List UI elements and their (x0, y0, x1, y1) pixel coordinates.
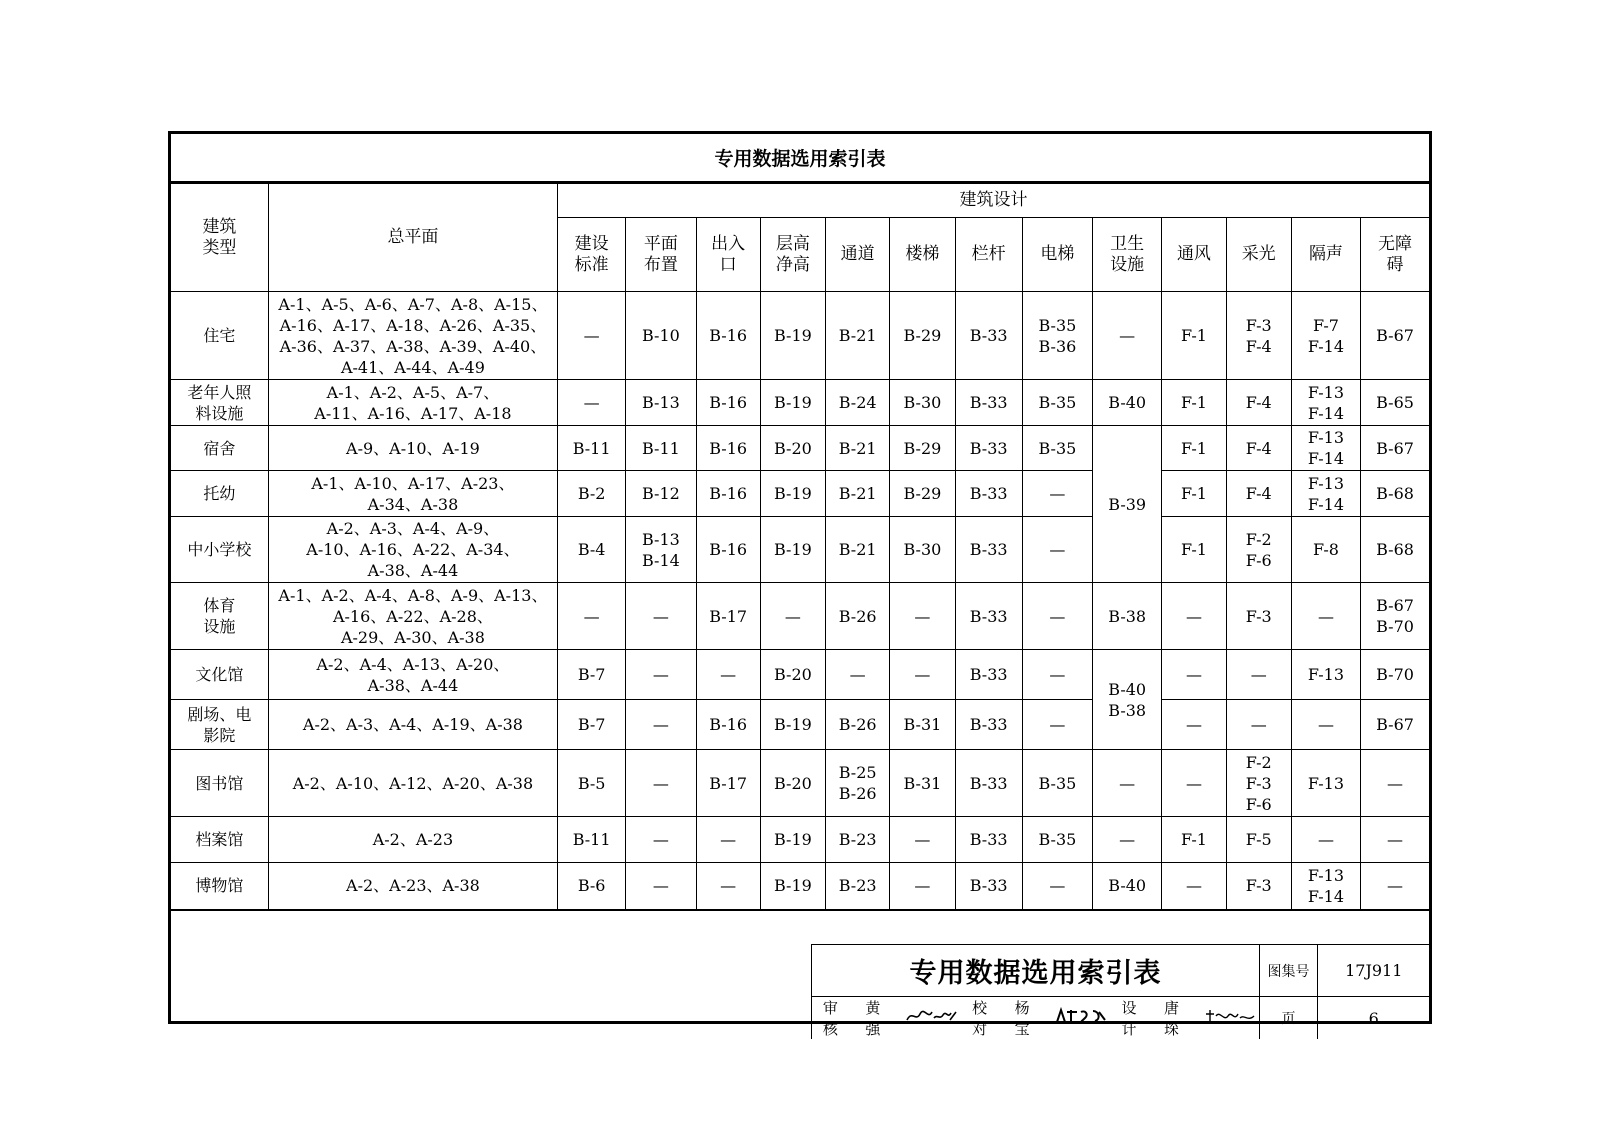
data-cell: B-12 (626, 471, 696, 517)
data-cell: B-67 (1361, 700, 1429, 750)
header-col: 出入 口 (696, 218, 760, 292)
designer-signature (1202, 1006, 1259, 1030)
header-col: 平面 布置 (626, 218, 696, 292)
data-cell: — (1093, 750, 1162, 817)
data-cell: B-19 (760, 471, 825, 517)
data-cell: — (558, 583, 626, 650)
building-type-cell: 中小学校 (171, 517, 268, 583)
data-cell: B-35 (1022, 380, 1092, 426)
data-cell: — (626, 863, 696, 910)
data-cell: B-16 (696, 380, 760, 426)
data-cell: B-19 (760, 517, 825, 583)
header-col: 通道 (826, 218, 890, 292)
data-cell: — (1162, 700, 1226, 750)
data-cell: B-65 (1361, 380, 1429, 426)
data-cell: B-35 (1022, 817, 1092, 863)
data-cell: — (1093, 817, 1162, 863)
data-cell: B-11 (558, 817, 626, 863)
checker-name: 杨宝 (1014, 999, 1036, 1038)
data-cell: B-21 (826, 517, 890, 583)
header-col: 采光 (1226, 218, 1291, 292)
table-row (171, 292, 1429, 380)
data-cell: B-10 (626, 292, 696, 380)
data-cell: B-13 B-14 (626, 517, 696, 583)
data-cell: — (1022, 650, 1092, 700)
data-cell: B-23 (826, 863, 890, 910)
site-plan-cell: A-1、A-5、A-6、A-7、A-8、A-15、 A-16、A-17、A-18、A-26、A-35、 A-36、A-37、A-38、A-39、A-40、 A-41、A-44、A-49 (268, 292, 557, 380)
building-type-cell: 文化馆 (171, 650, 268, 700)
data-cell: — (890, 583, 955, 650)
table-row (171, 380, 1429, 426)
site-plan-cell: A-2、A-23 (268, 817, 557, 863)
data-cell: — (1162, 583, 1226, 650)
header-architectural-design: 建筑设计 (558, 184, 1430, 218)
data-cell: B-2 (558, 471, 626, 517)
data-cell: B-35 B-36 (1022, 292, 1092, 380)
site-plan-cell: A-2、A-10、A-12、A-20、A-38 (268, 750, 557, 817)
data-cell: B-33 (955, 517, 1022, 583)
building-type-cell: 图书馆 (171, 750, 268, 817)
data-cell: F-3 F-4 (1226, 292, 1291, 380)
data-cell: B-20 (760, 650, 825, 700)
data-cell: — (1226, 650, 1291, 700)
data-cell: F-13 (1291, 650, 1360, 700)
data-cell: B-30 (890, 380, 955, 426)
data-cell: F-13 (1291, 750, 1360, 817)
data-cell: — (558, 380, 626, 426)
data-cell: B-21 (826, 471, 890, 517)
drawing-frame (168, 131, 1432, 1038)
table-row (171, 517, 1429, 583)
data-cell: — (696, 650, 760, 700)
building-type-cell: 住宅 (171, 292, 268, 380)
data-cell: B-24 (826, 380, 890, 426)
data-cell: — (1361, 817, 1429, 863)
data-cell: B-7 (558, 700, 626, 750)
data-cell: B-38 (1093, 583, 1162, 650)
data-cell: B-23 (826, 817, 890, 863)
data-cell: — (558, 292, 626, 380)
data-cell: F-7 F-14 (1291, 292, 1360, 380)
data-cell: B-11 (558, 426, 626, 471)
data-cell: F-8 (1291, 517, 1360, 583)
site-plan-cell: A-2、A-4、A-13、A-20、 A-38、A-44 (268, 650, 557, 700)
data-cell: — (1022, 517, 1092, 583)
data-cell: B-30 (890, 517, 955, 583)
data-cell: B-13 (626, 380, 696, 426)
data-cell: B-21 (826, 292, 890, 380)
page-number: 6 (1318, 997, 1430, 1040)
header-col: 隔声 (1291, 218, 1360, 292)
data-cell: F-13 F-14 (1291, 380, 1360, 426)
title-block (811, 944, 1430, 1039)
reviewer-signature (903, 1006, 960, 1030)
header-building-type: 建筑 类型 (171, 184, 268, 292)
building-type-cell: 剧场、电 影院 (171, 700, 268, 750)
header-col: 通风 (1162, 218, 1226, 292)
data-cell: B-68 (1361, 471, 1429, 517)
atlas-label: 图集号 (1260, 945, 1318, 997)
data-cell: — (890, 817, 955, 863)
data-cell: F-13 F-14 (1291, 426, 1360, 471)
data-cell: B-17 (696, 583, 760, 650)
design-label: 设计 (1121, 999, 1137, 1038)
data-cell: B-70 (1361, 650, 1429, 700)
data-cell: F-2 F-6 (1226, 517, 1291, 583)
table-row (171, 426, 1429, 471)
data-cell: B-40 (1093, 863, 1162, 910)
building-type-cell: 老年人照 料设施 (171, 380, 268, 426)
data-cell: — (626, 650, 696, 700)
atlas-number: 17J911 (1318, 945, 1430, 997)
data-cell: — (760, 583, 825, 650)
data-cell: F-5 (1226, 817, 1291, 863)
table-row (171, 863, 1429, 910)
designer-name: 唐琛 (1163, 999, 1185, 1038)
data-cell: B-25 B-26 (826, 750, 890, 817)
data-cell: B-5 (558, 750, 626, 817)
data-cell: B-33 (955, 292, 1022, 380)
title-block-title: 专用数据选用索引表 (812, 945, 1260, 997)
data-cell: B-33 (955, 863, 1022, 910)
data-cell: — (626, 750, 696, 817)
data-cell: B-7 (558, 650, 626, 700)
data-cell: B-16 (696, 517, 760, 583)
check-label: 校对 (972, 999, 988, 1038)
header-col: 层高 净高 (760, 218, 825, 292)
data-cell: B-33 (955, 471, 1022, 517)
data-cell: — (1022, 700, 1092, 750)
data-cell: B-33 (955, 380, 1022, 426)
header-col: 楼梯 (890, 218, 955, 292)
table-row (171, 700, 1429, 750)
data-cell: F-1 (1162, 817, 1226, 863)
header-col: 无障 碍 (1361, 218, 1429, 292)
table-row (171, 650, 1429, 700)
data-cell: B-29 (890, 426, 955, 471)
site-plan-cell: A-1、A-2、A-5、A-7、 A-11、A-16、A-17、A-18 (268, 380, 557, 426)
data-cell: B-29 (890, 292, 955, 380)
header-col: 栏杆 (955, 218, 1022, 292)
data-cell: B-31 (890, 750, 955, 817)
data-cell: — (1291, 583, 1360, 650)
site-plan-cell: A-9、A-10、A-19 (268, 426, 557, 471)
data-cell: B-33 (955, 426, 1022, 471)
data-cell: B-20 (760, 426, 825, 471)
table-row (171, 471, 1429, 517)
data-cell: — (1291, 700, 1360, 750)
data-cell: B-35 (1022, 750, 1092, 817)
data-cell: — (1291, 817, 1360, 863)
data-cell: F-4 (1226, 426, 1291, 471)
data-cell: B-16 (696, 471, 760, 517)
checker-signature (1052, 1006, 1109, 1030)
data-cell: F-13 F-14 (1291, 471, 1360, 517)
data-cell: — (1162, 863, 1226, 910)
data-cell: F-1 (1162, 517, 1226, 583)
merged-sanitary-cell: B-40 B-38 (1093, 650, 1162, 750)
header-site-plan: 总平面 (268, 184, 557, 292)
data-cell: B-26 (826, 583, 890, 650)
data-cell: B-17 (696, 750, 760, 817)
reviewer-name: 黄强 (865, 999, 887, 1038)
data-cell: B-67 (1361, 426, 1429, 471)
data-cell: B-68 (1361, 517, 1429, 583)
building-type-cell: 宿舍 (171, 426, 268, 471)
header-col: 建设 标准 (558, 218, 626, 292)
building-type-cell: 托幼 (171, 471, 268, 517)
data-cell: B-29 (890, 471, 955, 517)
data-cell: — (890, 650, 955, 700)
data-cell: F-3 (1226, 863, 1291, 910)
site-plan-cell: A-2、A-3、A-4、A-19、A-38 (268, 700, 557, 750)
site-plan-cell: A-2、A-23、A-38 (268, 863, 557, 910)
building-type-cell: 体育 设施 (171, 583, 268, 650)
table-row (171, 817, 1429, 863)
data-cell: B-33 (955, 700, 1022, 750)
data-cell: B-31 (890, 700, 955, 750)
site-plan-cell: A-1、A-10、A-17、A-23、 A-34、A-38 (268, 471, 557, 517)
data-cell: — (626, 817, 696, 863)
data-cell: B-21 (826, 426, 890, 471)
data-cell: — (1022, 583, 1092, 650)
data-cell: B-16 (696, 292, 760, 380)
site-plan-cell: A-2、A-3、A-4、A-9、 A-10、A-16、A-22、A-34、 A-38、A-44 (268, 517, 557, 583)
data-cell: F-2 F-3 F-6 (1226, 750, 1291, 817)
page-label: 页 (1260, 997, 1318, 1040)
data-cell: B-33 (955, 583, 1022, 650)
data-cell: F-3 (1226, 583, 1291, 650)
data-cell: F-4 (1226, 471, 1291, 517)
data-cell: — (1162, 650, 1226, 700)
data-cell: B-67 B-70 (1361, 583, 1429, 650)
merged-sanitary-cell: B-39 (1093, 426, 1162, 583)
data-cell: — (826, 650, 890, 700)
header-col: 电梯 (1022, 218, 1092, 292)
data-cell: — (626, 700, 696, 750)
data-cell: B-33 (955, 817, 1022, 863)
data-cell: B-19 (760, 292, 825, 380)
data-cell: — (1361, 863, 1429, 910)
data-cell: — (890, 863, 955, 910)
index-table (171, 183, 1429, 911)
data-cell: B-20 (760, 750, 825, 817)
data-cell: — (696, 817, 760, 863)
data-cell: B-67 (1361, 292, 1429, 380)
data-cell: B-33 (955, 750, 1022, 817)
data-cell: B-16 (696, 426, 760, 471)
data-cell: B-33 (955, 650, 1022, 700)
data-cell: — (1022, 471, 1092, 517)
data-cell: — (626, 583, 696, 650)
table-title: 专用数据选用索引表 (171, 134, 1429, 183)
data-cell: B-19 (760, 863, 825, 910)
building-type-cell: 博物馆 (171, 863, 268, 910)
data-cell: — (1162, 750, 1226, 817)
data-cell: B-40 (1093, 380, 1162, 426)
data-cell: F-1 (1162, 292, 1226, 380)
site-plan-cell: A-1、A-2、A-4、A-8、A-9、A-13、 A-16、A-22、A-28、 A-29、A-30、A-38 (268, 583, 557, 650)
data-cell: B-16 (696, 700, 760, 750)
data-cell: B-6 (558, 863, 626, 910)
data-cell: — (1093, 292, 1162, 380)
data-cell: — (1226, 700, 1291, 750)
data-cell: B-4 (558, 517, 626, 583)
building-type-cell: 档案馆 (171, 817, 268, 863)
data-cell: B-19 (760, 700, 825, 750)
data-cell: B-11 (626, 426, 696, 471)
header-col: 卫生 设施 (1093, 218, 1162, 292)
data-cell: F-13 F-14 (1291, 863, 1360, 910)
data-cell: B-19 (760, 380, 825, 426)
data-cell: B-26 (826, 700, 890, 750)
table-row (171, 583, 1429, 650)
data-cell: F-1 (1162, 380, 1226, 426)
table-row (171, 750, 1429, 817)
data-cell: F-1 (1162, 426, 1226, 471)
data-cell: — (1022, 863, 1092, 910)
data-cell: B-35 (1022, 426, 1092, 471)
data-cell: — (1361, 750, 1429, 817)
data-cell: F-4 (1226, 380, 1291, 426)
data-cell: B-19 (760, 817, 825, 863)
data-cell: — (696, 863, 760, 910)
data-cell: F-1 (1162, 471, 1226, 517)
signature-row (812, 997, 1260, 1040)
review-label: 审核 (822, 999, 838, 1038)
